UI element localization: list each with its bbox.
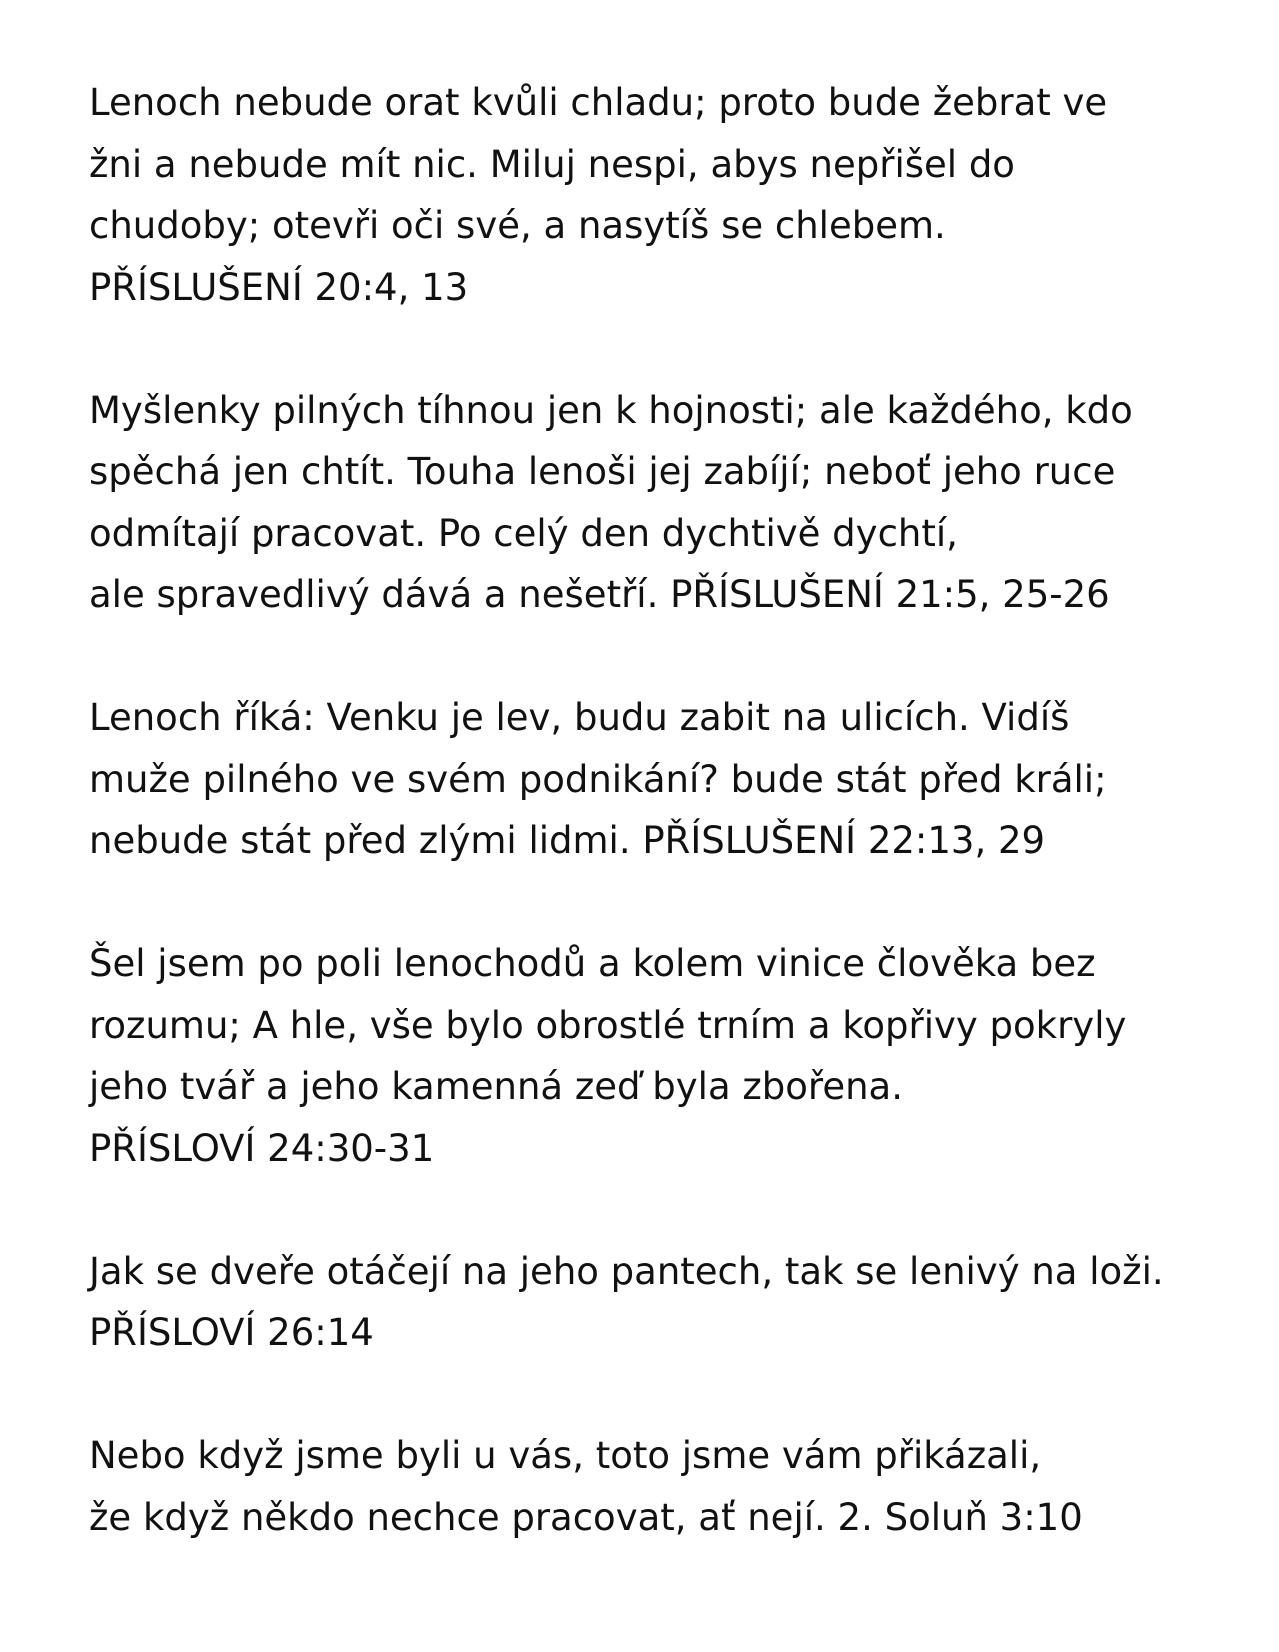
passage-6 — [89, 1425, 1249, 1548]
passage-reference: PŘÍSLOVÍ 26:14 — [89, 1311, 374, 1354]
passage-line: rozumu; A hle, vše bylo obrostlé trním a kopřivy pokryly — [89, 1003, 1127, 1047]
passage-1 — [89, 72, 1249, 318]
passage-line-with-reference: že když někdo nechce pracovat, ať nejí. 2. Soluň 3:10 — [89, 1495, 1083, 1539]
passage-3 — [89, 687, 1249, 872]
passage-line: Nebo když jsme byli u vás, toto jsme vám přikázali, — [89, 1434, 1042, 1477]
passage-line: Myšlenky pilných tíhnou jen k hojnosti; ale každého, kdo — [89, 388, 1133, 432]
passage-5 — [89, 1241, 1249, 1364]
passage-line: Jak se dveře otáčejí na jeho pantech, tak se lenivý na loži. — [89, 1249, 1164, 1293]
passage-2 — [89, 380, 1249, 626]
passage-line: Šel jsem po poli lenochodů a kolem vinice člověka bez — [89, 942, 1096, 985]
passage-line: žni a nebude mít nic. Miluj nespi, abys nepřišel do — [89, 142, 1015, 186]
passage-line: spěchá jen chtít. Touha lenoši jej zabíjí; neboť jeho ruce — [89, 450, 1116, 493]
passage-line-with-reference: ale spravedlivý dává a nešetří. PŘÍSLUŠENÍ 21:5, 25-26 — [89, 573, 1110, 616]
passage-line: muže pilného ve svém podnikání? bude stát před králi; — [89, 757, 1107, 801]
document-page — [89, 72, 1249, 1610]
passage-line: odmítají pracovat. Po celý den dychtivě dychtí, — [89, 511, 958, 555]
passage-line: jeho tvář a jeho kamenná zeď byla zbořena. — [89, 1065, 903, 1108]
passage-line-with-reference: nebude stát před zlými lidmi. PŘÍSLUŠENÍ 22:13, 29 — [89, 819, 1046, 862]
passage-reference: PŘÍSLUŠENÍ 20:4, 13 — [89, 265, 469, 309]
passage-4 — [89, 933, 1249, 1179]
passage-reference: PŘÍSLOVÍ 24:30-31 — [89, 1126, 435, 1170]
passage-line: Lenoch říká: Venku je lev, budu zabit na ulicích. Vidíš — [89, 696, 1070, 739]
passage-line: chudoby; otevři oči své, a nasytíš se chlebem. — [89, 204, 946, 247]
passage-line: Lenoch nebude orat kvůli chladu; proto bude žebrat ve — [89, 81, 1108, 124]
